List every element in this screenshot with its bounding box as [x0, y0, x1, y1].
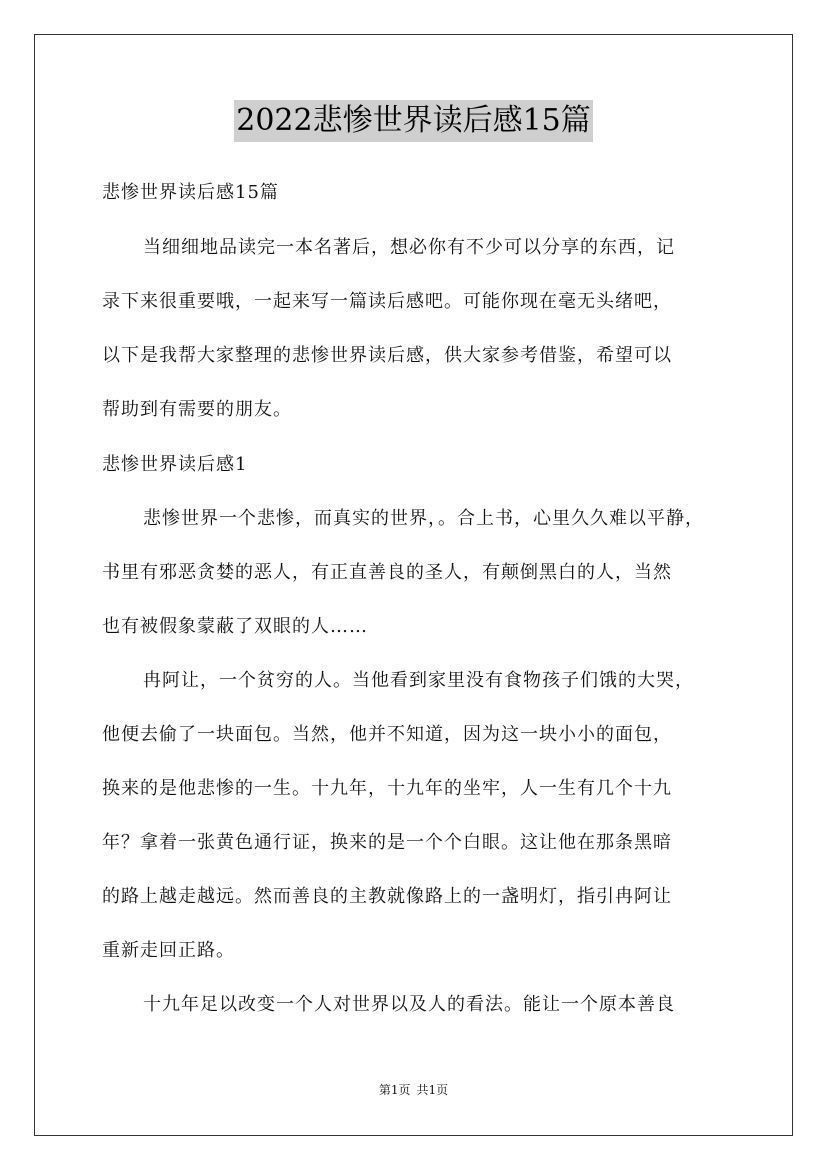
paragraph-line: 十九年足以改变一个人对世界以及人的看法。能让一个原本善良 — [143, 994, 675, 1015]
paragraph-line: 换来的是他悲惨的一生。十九年，十九年的坐牢，人一生有几个十九 — [102, 778, 672, 799]
paragraph-line: 书里有邪恶贪婪的恶人，有正直善良的圣人，有颠倒黑白的人，当然 — [102, 562, 672, 583]
document-title: 2022悲惨世界读后感15篇 — [234, 100, 593, 142]
page-footer — [0, 1082, 827, 1098]
paragraph-line: 年？拿着一张黄色通行证，换来的是一个个白眼。这让他在那条黑暗 — [102, 832, 672, 853]
page-number: 第1页 — [378, 1083, 411, 1097]
paragraph-line: 重新走回正路。 — [102, 940, 235, 961]
subtitle-line: 悲惨世界读后感15篇 — [102, 182, 279, 203]
paragraph-line: 他便去偷了一块面包。当然，他并不知道，因为这一块小小的面包， — [102, 724, 672, 745]
total-pages: 共1页 — [416, 1083, 449, 1097]
paragraph-line: 悲惨世界一个悲惨，而真实的世界，。合上书，心里久久难以平静， — [143, 508, 704, 529]
section-heading: 悲惨世界读后感1 — [102, 454, 248, 475]
paragraph-line: 录下来很重要哦，一起来写一篇读后感吧。可能你现在毫无头绪吧， — [102, 291, 672, 312]
title-container — [0, 100, 827, 142]
paragraph-line: 也有被假象蒙蔽了双眼的人…… — [102, 616, 368, 637]
paragraph-line: 以下是我帮大家整理的悲惨世界读后感，供大家参考借鉴，希望可以 — [102, 345, 672, 366]
paragraph-line: 冉阿让，一个贫穷的人。当他看到家里没有食物孩子们饿的大哭， — [143, 670, 694, 691]
paragraph-line: 的路上越走越远。然而善良的主教就像路上的一盏明灯，指引冉阿让 — [102, 886, 672, 907]
paragraph-line: 当细细地品读完一本名著后，想必你有不少可以分享的东西，记 — [143, 237, 675, 258]
paragraph-line: 帮助到有需要的朋友。 — [102, 399, 292, 420]
